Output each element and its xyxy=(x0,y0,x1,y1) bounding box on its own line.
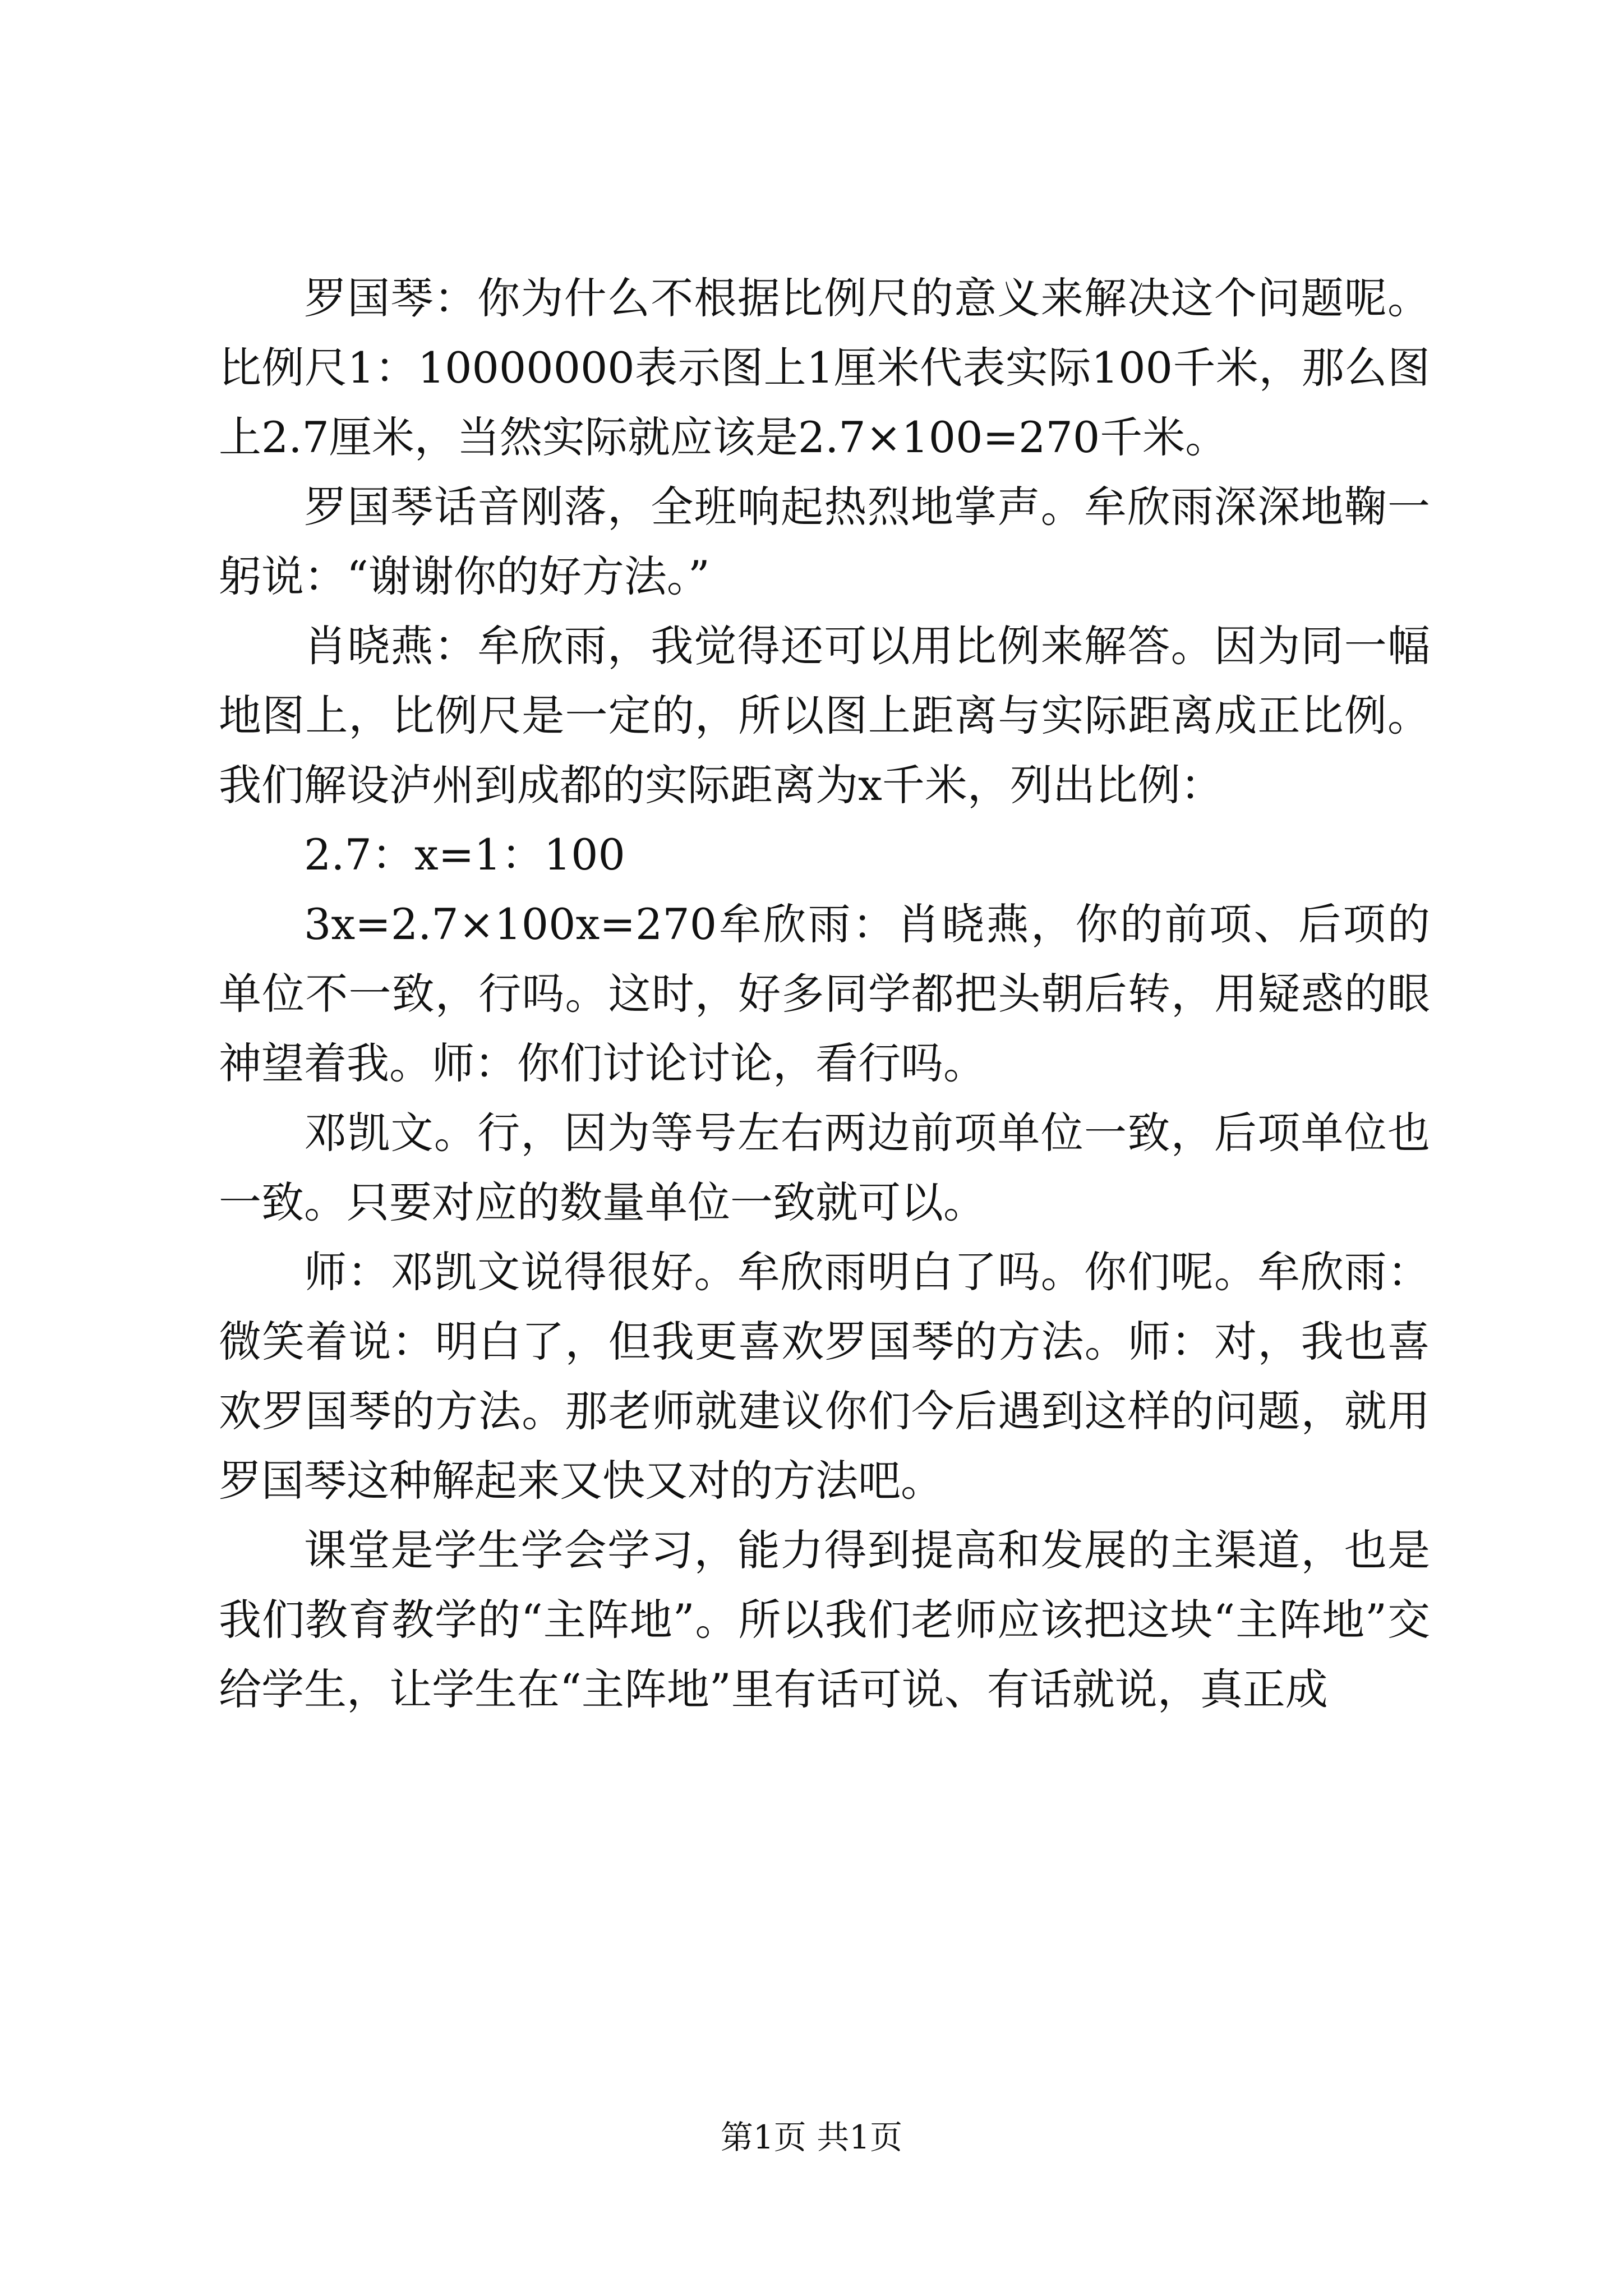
paragraph-5: 3x=2.7×100x=270牟欣雨：肖晓燕，你的前项、后项的单位不一致，行吗。这时，好多同学都把头朝后转，用疑惑的眼神望着我。师：你们讨论讨论，看行吗。 xyxy=(219,899,1430,1088)
paragraph-6: 邓凯文。行，因为等号左右两边前项单位一致，后项单位也一致。只要对应的数量单位一致就可以。 xyxy=(219,1108,1430,1227)
page-footer xyxy=(0,2118,1623,2157)
paragraph-8: 课堂是学生学会学习，能力得到提高和发展的主渠道，也是我们教育教学的“主阵地”。所以我们老师应该把这块“主阵地”交给学生，让学生在“主阵地”里有话可说、有话就说，真正成 xyxy=(219,1525,1430,1714)
page-number: 第1页 共1页 xyxy=(720,2118,903,2156)
paragraph-3: 肖晓燕：牟欣雨，我觉得还可以用比例来解答。因为同一幅地图上，比例尺是一定的，所以图上距离与实际距离成正比例。我们解设泸州到成都的实际距离为x千米，列出比例： xyxy=(219,621,1430,810)
paragraph-7: 师：邓凯文说得很好。牟欣雨明白了吗。你们呢。牟欣雨：微笑着说：明白了，但我更喜欢罗国琴的方法。师：对，我也喜欢罗国琴的方法。那老师就建议你们今后遇到这样的问题，就用罗国琴这种解起来又快又对的方法吧。 xyxy=(219,1247,1430,1506)
paragraph-1: 罗国琴：你为什么不根据比例尺的意义来解决这个问题呢。比例尺1：10000000表示图上1厘米代表实际100千米，那么图上2.7厘米，当然实际就应该是2.7×100=270千米。 xyxy=(219,273,1430,462)
document-body xyxy=(219,264,1430,1724)
paragraph-2: 罗国琴话音刚落，全班响起热烈地掌声。牟欣雨深深地鞠一躬说：“谢谢你的好方法。” xyxy=(219,482,1430,601)
paragraph-4-equation: 2.7：x=1：100 xyxy=(304,830,625,880)
